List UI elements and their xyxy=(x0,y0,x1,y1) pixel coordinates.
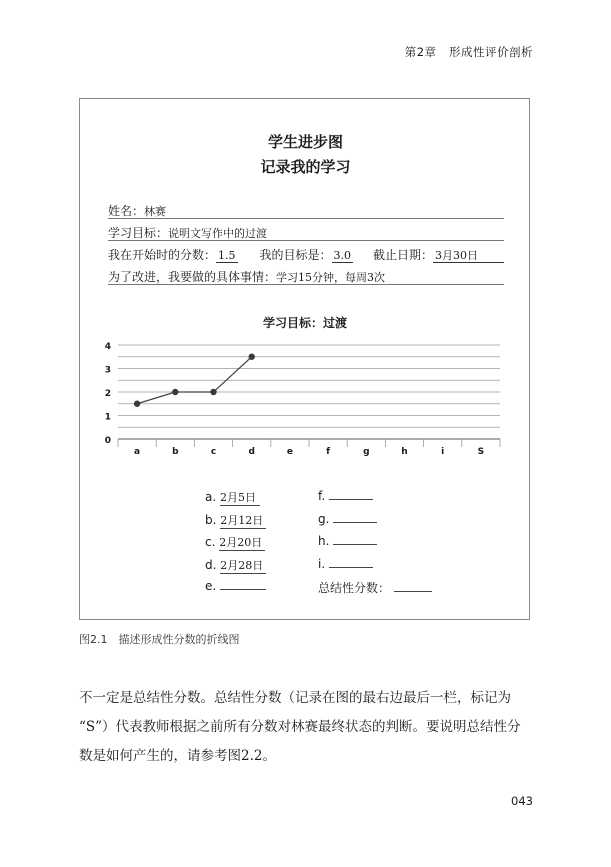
data-point xyxy=(249,354,255,360)
chart-title: 学习目标：过渡 xyxy=(262,316,348,330)
target-value: 3.0 xyxy=(333,249,352,262)
date-entry xyxy=(318,534,432,557)
data-point xyxy=(210,389,216,395)
goal-label: 学习目标： xyxy=(108,226,169,240)
entries-left xyxy=(205,489,266,602)
x-tick-label: i xyxy=(441,447,445,457)
date-entry xyxy=(318,579,432,602)
entry-value: 2月28日 xyxy=(220,557,266,574)
body-line-2: “S”）代表教师根据之前所有分数对林赛最终状态的判断。要说明总结性分 xyxy=(79,719,521,735)
entry-label: g. xyxy=(318,511,334,526)
entry-label: e. xyxy=(205,579,221,593)
x-tick-label: b xyxy=(172,447,179,457)
y-tick-label: 3 xyxy=(104,365,111,376)
entry-value: 2月5日 xyxy=(220,489,260,506)
date-entry xyxy=(205,489,266,512)
entry-label: i. xyxy=(318,556,329,571)
name-label: 姓名： xyxy=(108,204,145,218)
entry-value xyxy=(333,522,377,523)
entry-value xyxy=(329,499,373,500)
x-tick-label: S xyxy=(477,447,485,457)
entry-label: h. xyxy=(318,534,334,548)
deadline-value: 3月30日 xyxy=(433,249,504,263)
entry-label: f. xyxy=(318,489,329,503)
x-tick-label: c xyxy=(210,447,217,457)
header-title: 形成性评价剖析 xyxy=(449,45,533,59)
data-point xyxy=(172,389,178,395)
date-entry xyxy=(205,579,266,602)
entry-label: 总结性分数： xyxy=(318,581,394,595)
entry-value xyxy=(394,591,432,592)
y-tick-label: 2 xyxy=(104,389,111,399)
todo-label: 为了改进，我要做的具体事情： xyxy=(108,270,277,284)
date-entry xyxy=(318,557,432,580)
body-line-3: 数是如何产生的，请参考图2.2。 xyxy=(79,748,276,764)
entry-label: b. xyxy=(205,512,221,527)
x-tick-label: h xyxy=(401,447,408,457)
form-title: 学生进步图 xyxy=(267,133,343,151)
entry-label: d. xyxy=(205,557,221,572)
form-subtitle: 记录我的学习 xyxy=(260,158,351,176)
figure-caption: 图2.1 描述形成性分数的折线图 xyxy=(79,633,240,646)
x-tick-label: f xyxy=(326,447,331,457)
y-tick-label: 4 xyxy=(104,342,111,352)
y-tick-label: 1 xyxy=(104,412,111,423)
entries-right xyxy=(318,489,432,602)
y-tick-label: 0 xyxy=(104,436,111,446)
date-entry xyxy=(205,512,266,535)
goal-value: 说明文写作中的过渡 xyxy=(168,227,268,240)
x-tick-label: e xyxy=(286,447,293,457)
body-line-1: 不一定是总结性分数。总结性分数（记录在图的最右边最后一栏，标记为 xyxy=(79,690,511,706)
y-axis-ticks xyxy=(105,342,111,446)
entry-value xyxy=(333,544,377,545)
name-value: 林赛 xyxy=(144,205,167,218)
todo-value: 学习15分钟，每周3次 xyxy=(276,271,386,284)
start-value: 1.5 xyxy=(218,249,236,262)
header-chapter: 第2章 xyxy=(404,45,437,59)
x-tick-label: g xyxy=(363,447,370,457)
target-label: 我的目标是： xyxy=(259,248,332,262)
date-entry xyxy=(205,557,266,580)
deadline-label: 截止日期： xyxy=(373,248,434,262)
entry-label: c. xyxy=(205,535,220,549)
date-entry xyxy=(318,489,432,512)
date-entry xyxy=(205,534,266,557)
x-axis-ticks xyxy=(134,447,484,457)
x-tick-label: d xyxy=(248,447,255,457)
data-point xyxy=(134,401,140,407)
entry-value: 2月20日 xyxy=(219,534,265,551)
entry-value: 2月12日 xyxy=(220,512,266,529)
date-entry xyxy=(318,512,432,535)
page-number: 043 xyxy=(511,794,533,808)
entry-label: a. xyxy=(205,490,220,504)
start-label: 我在开始时的分数： xyxy=(108,248,217,262)
entry-value xyxy=(329,567,373,568)
chart-grid xyxy=(118,345,500,447)
x-tick-label: a xyxy=(134,447,141,457)
entry-value xyxy=(220,589,266,590)
